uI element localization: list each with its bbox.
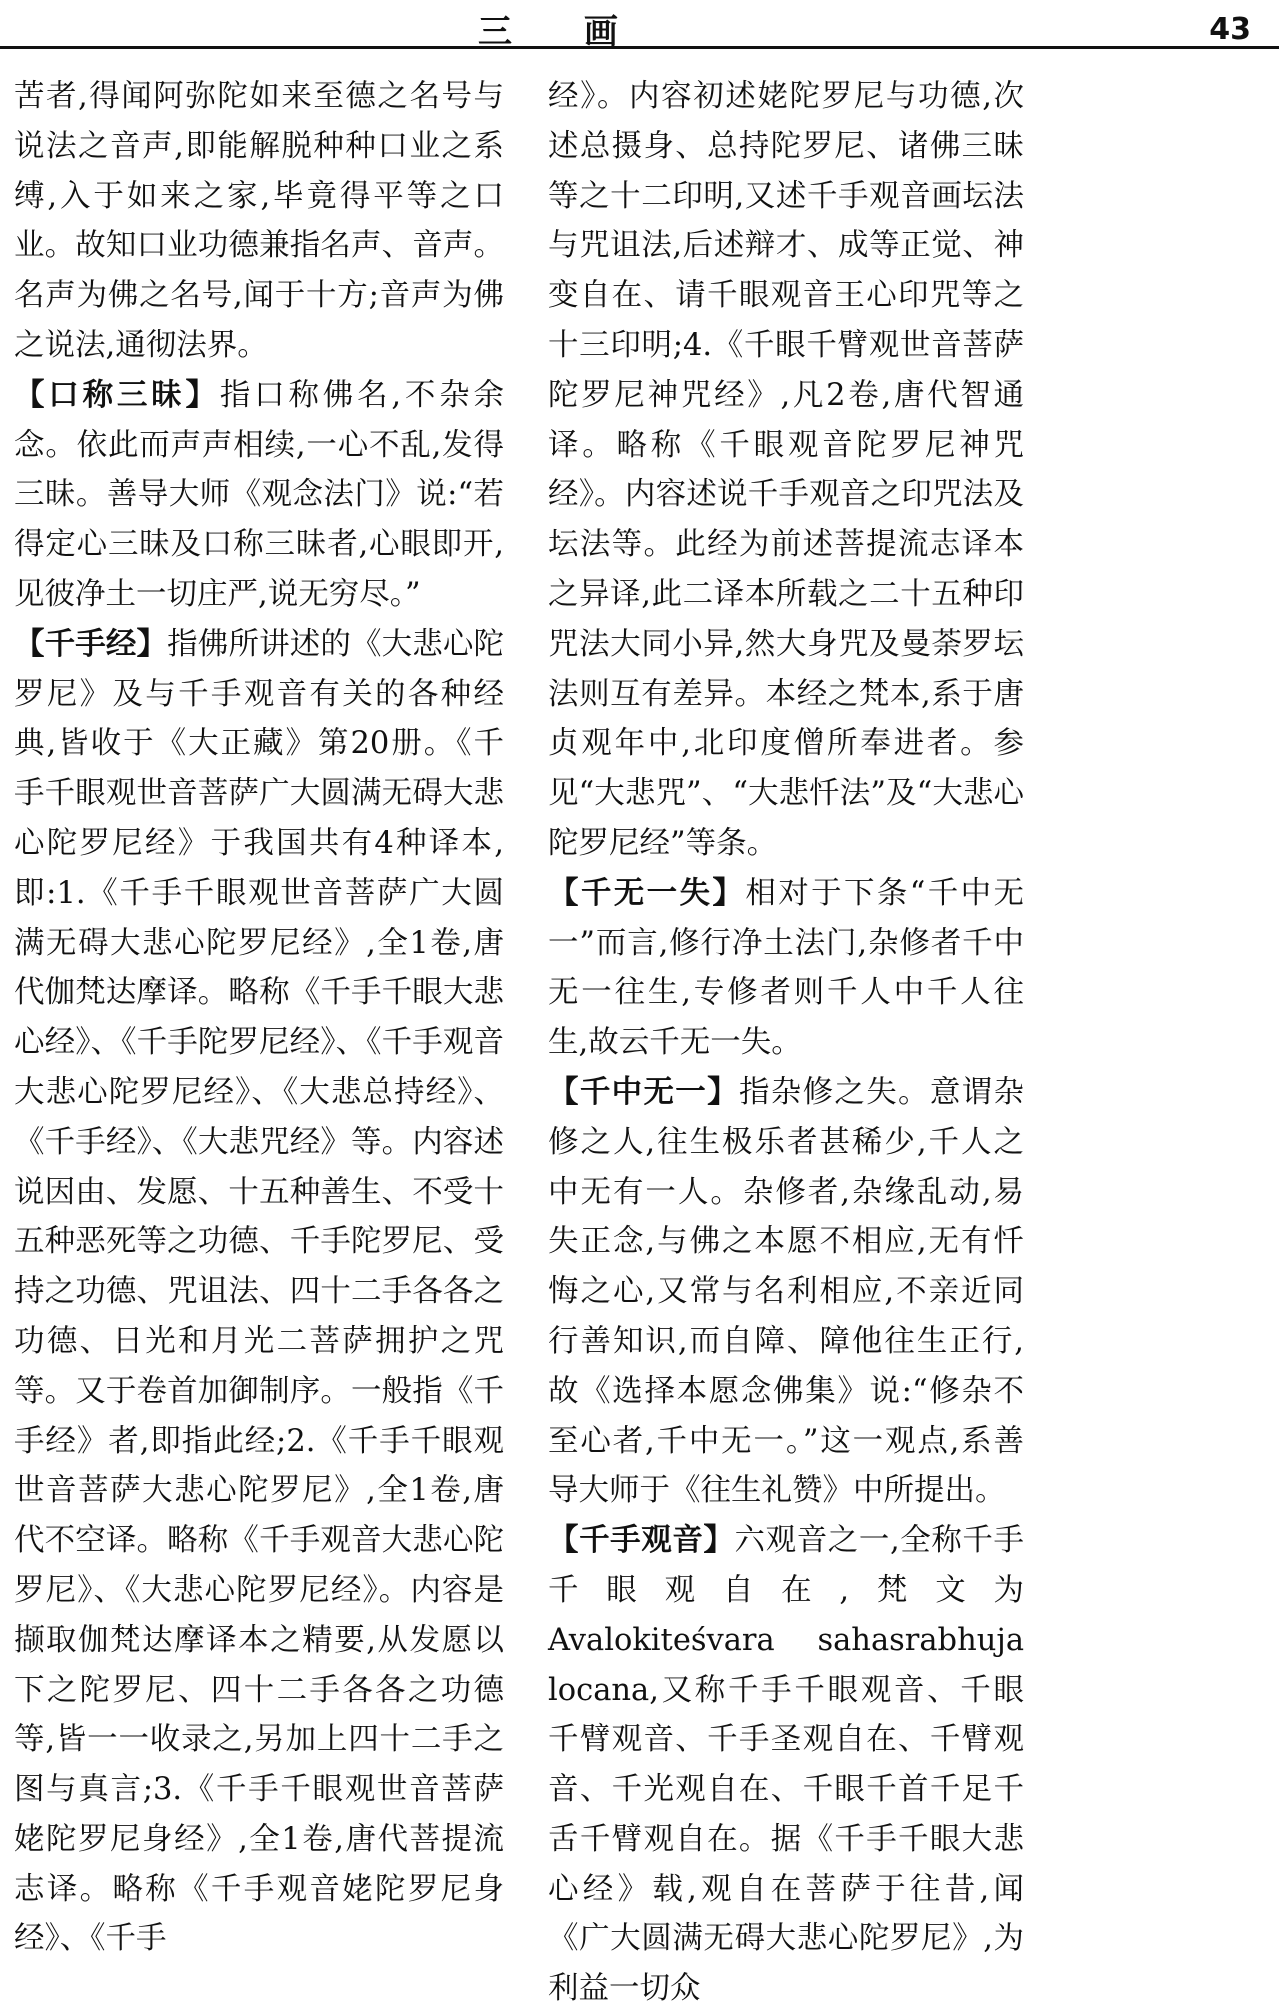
entry-qianzhong-wuyi: [548, 1068, 1024, 1516]
entry-koucheng-sanmei: [14, 371, 504, 620]
entry-qianshou-guanyin: [548, 1516, 1024, 2014]
entry-qianwu-yishi: [548, 869, 1024, 1068]
right-column: [548, 72, 1024, 2014]
entry-body: 指佛所讲述的《大悲心陀罗尼》及与千手观音有关的各种经典,皆收于《大正藏》第20册。《千手千眼观世音菩萨广大圆满无碍大悲心陀罗尼经》于我国共有4种译本,即:1.《千手千眼观世音菩萨广大圆满无碍大悲心陀罗尼经》,全1卷,唐代伽梵达摩译。略称《千手千眼大悲心经》、《千手陀罗尼经》、《千手观音大悲心陀罗尼经》、《大悲总持经》、《千手经》、《大悲咒经》等。内容述说因由、发愿、十五种善生、不受十五种恶死等之功德、千手陀罗尼、受持之功德、咒诅法、四十二手各各之功德、日光和月光二菩萨拥护之咒等。又于卷首加御制序。一般指《千手经》者,即指此经;2.《千手千眼观世音菩萨大悲心陀罗尼》,全1卷,唐代不空译。略称《千手观音大悲心陀罗尼》、《大悲心陀罗尼经》。内容是撷取伽梵达摩译本之精要,从发愿以下之陀罗尼、四十二手各各之功德等,皆一一收录之,另加上四十二手之图与真言;3.《千手千眼观世音菩萨姥陀罗尼身经》,全1卷,唐代菩提流志译。略称《千手观音姥陀罗尼身经》、《千手: [14, 626, 505, 1957]
running-title: 三 画: [478, 12, 648, 52]
continuation-text: 经》。内容初述姥陀罗尼与功德,次述总摄身、总持陀罗尼、诸佛三昧等之十二印明,又述千手观音画坛法与咒诅法,后述辩才、成等正觉、神变自在、请千眼观音王心印咒等之十三印明;4.《千眼千臂观世音菩萨陀罗尼神咒经》,凡2卷,唐代智通译。略称《千眼观音陀罗尼神咒经》。内容述说千手观音之印咒法及坛法等。此经为前述菩提流志译本之异译,此二译本所载之二十五种印咒法大同小异,然大身咒及曼荼罗坛法则互有差异。本经之梵本,系于唐贞观年中,北印度僧所奉进者。参见“大悲咒”、“大悲忏法”及“大悲心陀罗尼经”等条。: [548, 79, 1024, 861]
entry-body: 相对于下条“千中无一”而言,修行净土法门,杂修者千中无一往生,专修者则千人中千人往生,故云千无一失。: [548, 875, 1025, 1061]
entry-body: 指杂修之失。意谓杂修之人,往生极乐者甚稀少,千人之中无有一人。杂修者,杂缘乱动,易失正念,与佛之本愿不相应,无有忏悔之心,又常与名利相应,不亲近同行善知识,而自障、障他往生正行,故《选择本愿念佛集》说:“修杂不至心者,千中无一。”这一观点,系善导大师于《往生礼赞》中所提出。: [548, 1074, 1025, 1509]
entry-title: 【千中无一】: [548, 1073, 739, 1110]
left-column: [14, 72, 504, 1964]
entry-title: 【千手经】: [14, 625, 168, 662]
header-rule: [0, 46, 1279, 49]
page-header: [0, 0, 1279, 58]
entry-title: 【千手观音】: [548, 1522, 735, 1559]
entry-body: 六观音之一,全称千手千眼观自在,梵文为 Avalokiteśvara sahasrabhuja locana,又称千手千眼观音、千眼千臂观音、千手圣观自在、千臂观音、千光观自在、千眼千首千足千舌千臂观自在。据《千手千眼大悲心经》载,观自在菩萨于往昔,闻《广大圆满无碍大悲心陀罗尼》,为利益一切众: [548, 1523, 1025, 2007]
page-number: 43: [1209, 12, 1251, 47]
continuation-text: 苦者,得闻阿弥陀如来至德之名号与说法之音声,即能解脱种种口业之系缚,入于如来之家,毕竟得平等之口业。故知口业功德兼指名声、音声。名声为佛之名号,闻于十方;音声为佛之说法,通彻法界。: [14, 79, 504, 363]
entry-title: 【口称三昧】: [14, 376, 220, 413]
entry-qianshou-jing: [14, 620, 504, 1965]
entry-title: 【千无一失】: [548, 874, 746, 911]
entry-body: 指口称佛名,不杂余念。依此而声声相续,一心不乱,发得三昧。善导大师《观念法门》说:“若得定心三昧及口称三昧者,心眼即开,见彼净土一切庄严,说无穷尽。”: [14, 377, 504, 612]
